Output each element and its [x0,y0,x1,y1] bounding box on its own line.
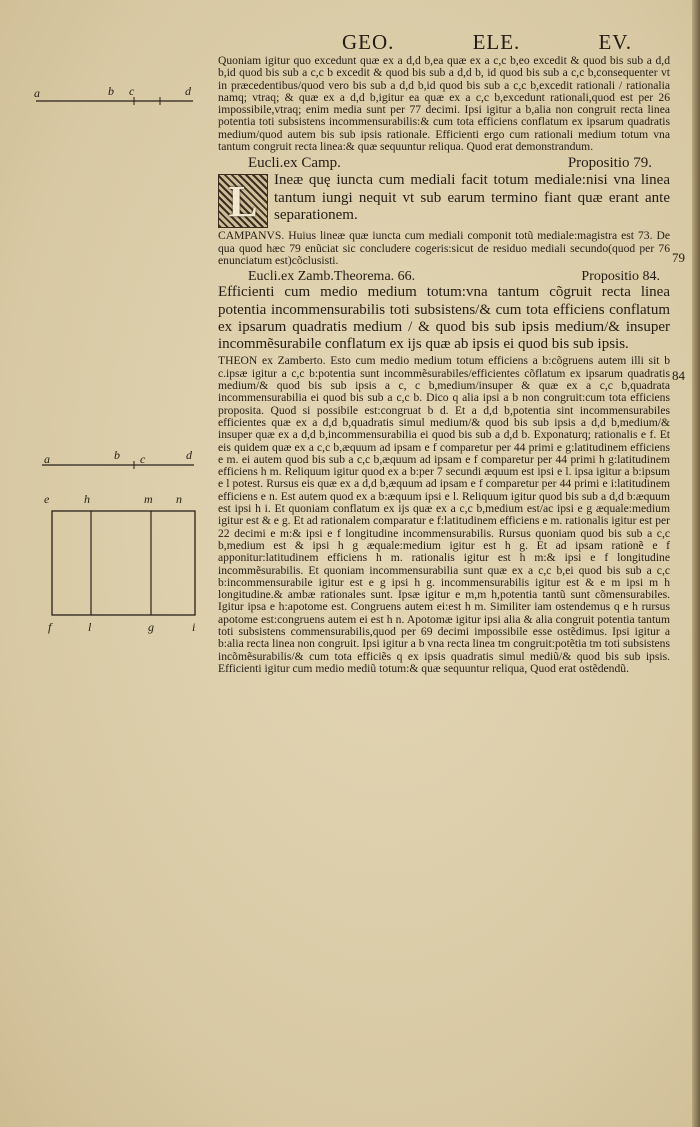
diagram1-label-c: c [129,84,135,98]
proposition-79-text: Ineæ quę iuncta cum mediali facit totum mediale:nisi vna linea tantum iungi nequit vt sub earum termino fiant quæ erant ante separationem. [274,172,670,223]
diagram2-rectangle [52,511,195,615]
heading-prop-84-right: Propositio 84. [581,269,660,285]
campanus-commentary: CAMPANVS. Huius lineæ quæ iuncta cum mediali componit totũ mediale:magistra est 73. De qua quod hæc 79 enũciat sic concludere cogeris:sicut de residuo mediali secundo(quod per 76 enunciatum est)cõclusisti. [218,229,670,267]
margin-number-79: 79 [672,250,685,265]
diagram2-label-l: l [88,620,92,634]
text-column [218,55,670,675]
diagram2-label-e: e [44,492,50,506]
diagram2-label-i: i [192,620,196,634]
diagram1-label-a: a [34,86,40,100]
heading-prop-84-left: Eucli.ex Zamb.Theorema. 66. [248,269,416,285]
header-center: ELE. [472,30,521,54]
diagram1-label-d: d [185,84,191,98]
proposition-84-text: Efficienti cum medio medium totum:vna tantum cõgruit recta linea potentia incommensurabilis toti subsistens/& cum tota efficiens conflatum ex ipsarum quadratis medium / & quod bis sub ipsis medium/& insuper incommẽsurabile conflatum ex ijs quæ ab ipsis ei quod bis sub ipsis. [218,284,670,353]
diagram2-label-a: a [44,452,50,466]
theon-commentary: THEON ex Zamberto. Esto cum medio medium totum efficiens a b:cõgruens autem illi sit b c.ipsæ igitur a c,c b:potentia sunt incommẽsurabiles/efficientes cõflatum ex ipsarum quadratis medium/& quod bis sub ipsis a c, c b,medium/insuper & quæ ex a c,c b,quadrata incommensurabilia ei quod bis sub a c,c b. Dico q alia ipsi a b non congruit:cum tota efficiens proposita. Quod si possibile est:congruat b d. Et a d,d b,potentia sint incommensurabiles efficientes quæ ex a d,d b,quadratis simul medium/& quod bis sub ipsis a d,d b,medium/& insuper quæ ex a d,d b,incommensurabilia ei quod bis sub a d,d b. Exponaturq; rationalis e f. Et eis quidem quæ ex a c,c b,æquum ad ipsam e f comparetur per 44 primi e g:latitudinem efficiens e m. ei autem quod bis sub a c,c b,æquum ad ipsam e f comparetur per 44 primi h g:latitudinem efficiens h m. Reliquum igitur quod ex a b:per 7 secundi æquum est ipsi e l. ipsa igitur a b:ipsum e l potest. Rursus eis quæ ex a d,d b,æquum ad ipsam e f comparetur per 44 primi e i:latitudinem efficiens e n. Est autem quod ex a b:æquum ipsi e l. Reliquum igitur quod bis sub a d,d b:æquum est ipsi h i. Et quoniam conflatum ex ijs quæ ex a c,c b,medium est/ac ipsi e g æquale:medium igitur est & e g. Et ad rationalem comparatur e f:latitudinem efficiens e m. rationalis igitur est per 22 decimi e m:& ipsi e f longitudine incommensurabilis. Rursus quoniam quod bis sub a c,c b,medium est & ipsi h g æquale:medium igitur est h g. Et ad ipsam rationẽ e f apponitur:latitudinem efficiens h m. rationalis igitur est h m:& ipsi e f longitudine incommẽsurabilis. Et quoniam incommensurabilia sunt quæ ex a c,c b,ei quod bis sub a c,c b:incommensurabile igitur est e g ipsi h g. incommensurabilis igitur est & e m ipsi m h longitudine.& ambæ rationales sunt. Ipsæ igitur e m,m h,potentia tantũ sunt cõmensurabiles. Igitur ipsa e h:apotome est. Congruens autem ei:est h m. Similiter iam ostendemus q e h rursus apotome est:congruens autem ei est h n. Apotomæ igitur ipsi alia & alia congruit potentia tantum toti subsistens commensurabilis,quod per 69 decimi impossibile esse ostẽdimus. Ipsi igitur a b:alia recta linea non congruit. Ipsi igitur a b vna recta linea tm congruit:potẽtia tm toti subsistens incõmẽsurabilis/& cum tota efficiẽs q ex ipsis quadratis simul mediũ/& quod bis sub ipsis. Efficienti igitur cum medio mediũ totum:& quæ sequuntur reliqua, Quod erat ostẽdendũ. [218,354,670,675]
heading-prop-79-right: Propositio 79. [567,155,652,172]
diagram1-label-b: b [108,84,114,98]
header-right: EV. [598,30,632,54]
diagram2-label-f: f [48,620,52,634]
diagram2-label-d: d [186,448,192,462]
margin-number-84: 84 [672,368,685,383]
diagram2-label-g: g [148,620,154,634]
diagram2-label-n: n [176,492,182,506]
heading-prop-79 [218,155,670,172]
proposition-79 [218,172,670,228]
diagram2-label-m: m [144,492,153,506]
diagram2-label-h: h [84,492,90,506]
heading-prop-84 [218,269,670,284]
paragraph-proof-end: Quoniam igitur quo excedunt quæ ex a d,d b,ea quæ ex a c,c b,eo excedit & quod bis sub a d,d b,id quod bis sub a c,c b excedit & quod bis sub a d,d b, id quod bis sub a c,c b,consequenter vt in præcedentibus/quod vero bis sub a d,d b,id quod bis sub a c,c b,excedit rationali / rationalia namq; vtraq; & quæ ex a d,d b,igitur ea quæ ex a c,c b,excedunt rationali,quod est per 26 impossibile,vtraq; enim media sunt per 77 decimi. Ipsi igitur a b,alia non congruit recta linea potentia toti subsistens incommensurabilis:& cum tota efficiens conflatum ex ipsarum quadratis medium/quod autem bis sub ipsis rationale. Efficienti ergo cum rationali medium totum vna tantum congruit recta linea:& quæ sequuntur reliqua. Quod erat demonstrandum. [218,54,670,154]
header-left: GEO. [342,30,395,54]
diagram2-label-b: b [114,448,120,462]
decorated-initial: L [218,174,268,228]
diagram2-label-c: c [140,452,146,466]
heading-prop-79-left: Eucli.ex Camp. [248,155,341,172]
